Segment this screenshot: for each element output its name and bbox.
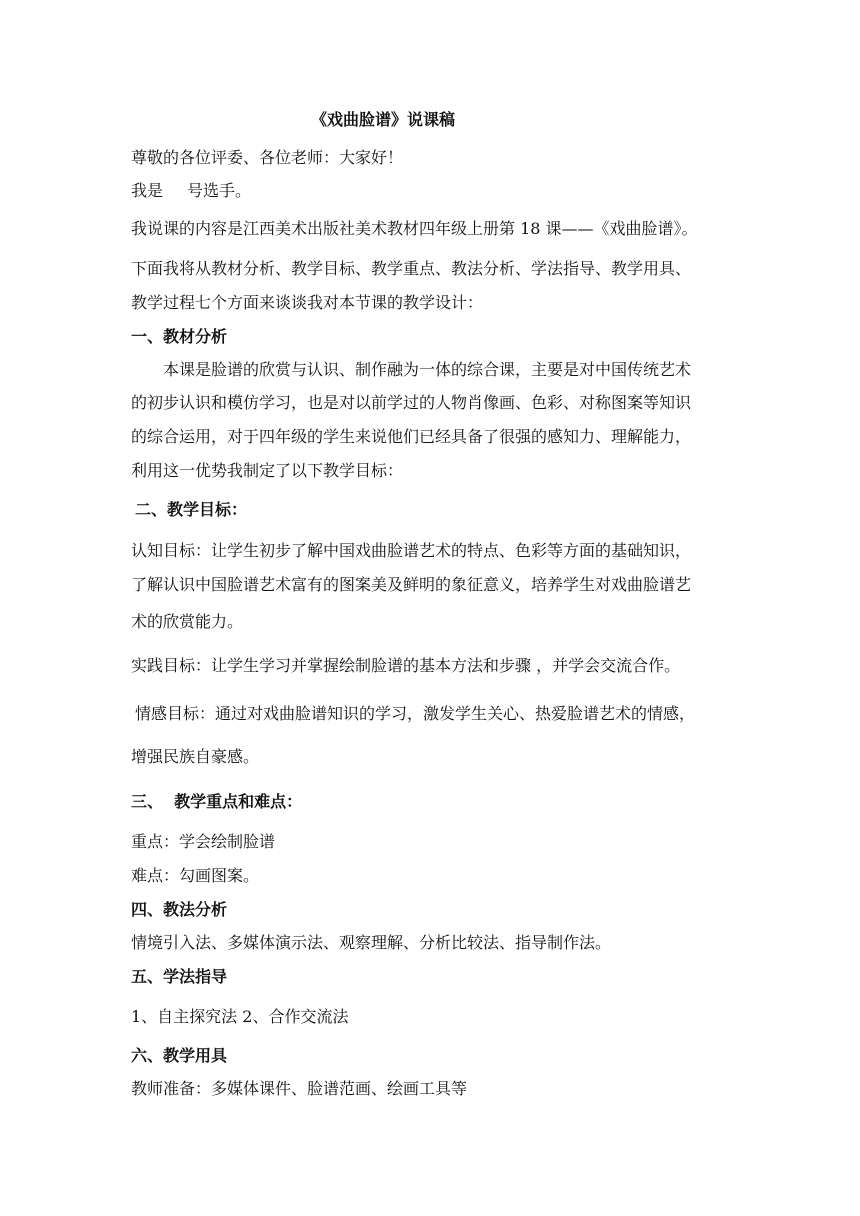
- cognitive-goal-line: 认知目标：让学生初步了解中国戏曲脸谱艺术的特点、色彩等方面的基础知识，: [131, 541, 692, 560]
- section-1-heading: 一、教材分析: [131, 327, 228, 346]
- section-6-heading: 六、教学用具: [131, 1046, 228, 1065]
- cognitive-goal-line: 了解认识中国脸谱艺术富有的图案美及鲜明的象征意义，培养学生对戏曲脸谱艺: [131, 575, 692, 594]
- section-2-heading: 二、教学目标：: [135, 500, 248, 519]
- emotional-goal-line: 情感目标：通过对戏曲脸谱知识的学习，激发学生关心、热爱脸谱艺术的情感，: [135, 704, 696, 723]
- section-5-heading: 五、学法指导: [131, 967, 228, 986]
- section-1-paragraph-line: 利用这一优势我制定了以下教学目标：: [131, 461, 404, 480]
- section-3-heading: 三、 教学重点和难点：: [131, 792, 303, 811]
- learning-methods-line: 1、自主探究法 2、合作交流法: [131, 1007, 349, 1026]
- practice-goal-line: 实践目标：让学生学习并掌握绘制脸谱的基本方法和步骤 ，并学会交流合作。: [131, 656, 681, 675]
- plan-line-2: 教学过程七个方面来谈谈我对本节课的教学设计：: [131, 293, 484, 312]
- intro-part-a: 我是: [131, 181, 164, 200]
- teaching-tools-line: 教师准备：多媒体课件、脸谱范画、绘画工具等: [131, 1079, 468, 1098]
- cognitive-goal-line: 术的欣赏能力。: [131, 612, 244, 631]
- section-1-paragraph-line: 的初步认识和模仿学习，也是对以前学过的人物肖像画、色彩、对称图案等知识: [131, 393, 692, 412]
- emotional-goal-line: 增强民族自豪感。: [131, 747, 260, 766]
- teaching-methods-line: 情境引入法、多媒体演示法、观察理解、分析比较法、指导制作法。: [131, 933, 612, 952]
- section-1-paragraph-line: 本课是脸谱的欣赏与认识、制作融为一体的综合课，主要是对中国传统艺术: [163, 360, 692, 379]
- greeting: 尊敬的各位评委、各位老师：大家好！: [131, 148, 404, 167]
- section-4-heading: 四、教法分析: [131, 900, 228, 919]
- section-1-paragraph-line: 的综合运用，对于四年级的学生来说他们已经具备了很强的感知力、理解能力，: [131, 427, 692, 446]
- intro-line: [131, 181, 251, 201]
- difficulty-line: 难点：勾画图案。: [131, 866, 260, 885]
- key-point-line: 重点：学会绘制脸谱: [131, 832, 276, 851]
- doc-title: 《戏曲脸谱》说课稿: [311, 110, 456, 129]
- plan-line-1: 下面我将从教材分析、教学目标、教学重点、教法分析、学法指导、教学用具、: [131, 259, 692, 278]
- content-line: 我说课的内容是江西美术出版社美术教材四年级上册第 18 课——《戏曲脸谱》。: [131, 219, 698, 238]
- intro-part-b: 号选手。: [187, 181, 252, 200]
